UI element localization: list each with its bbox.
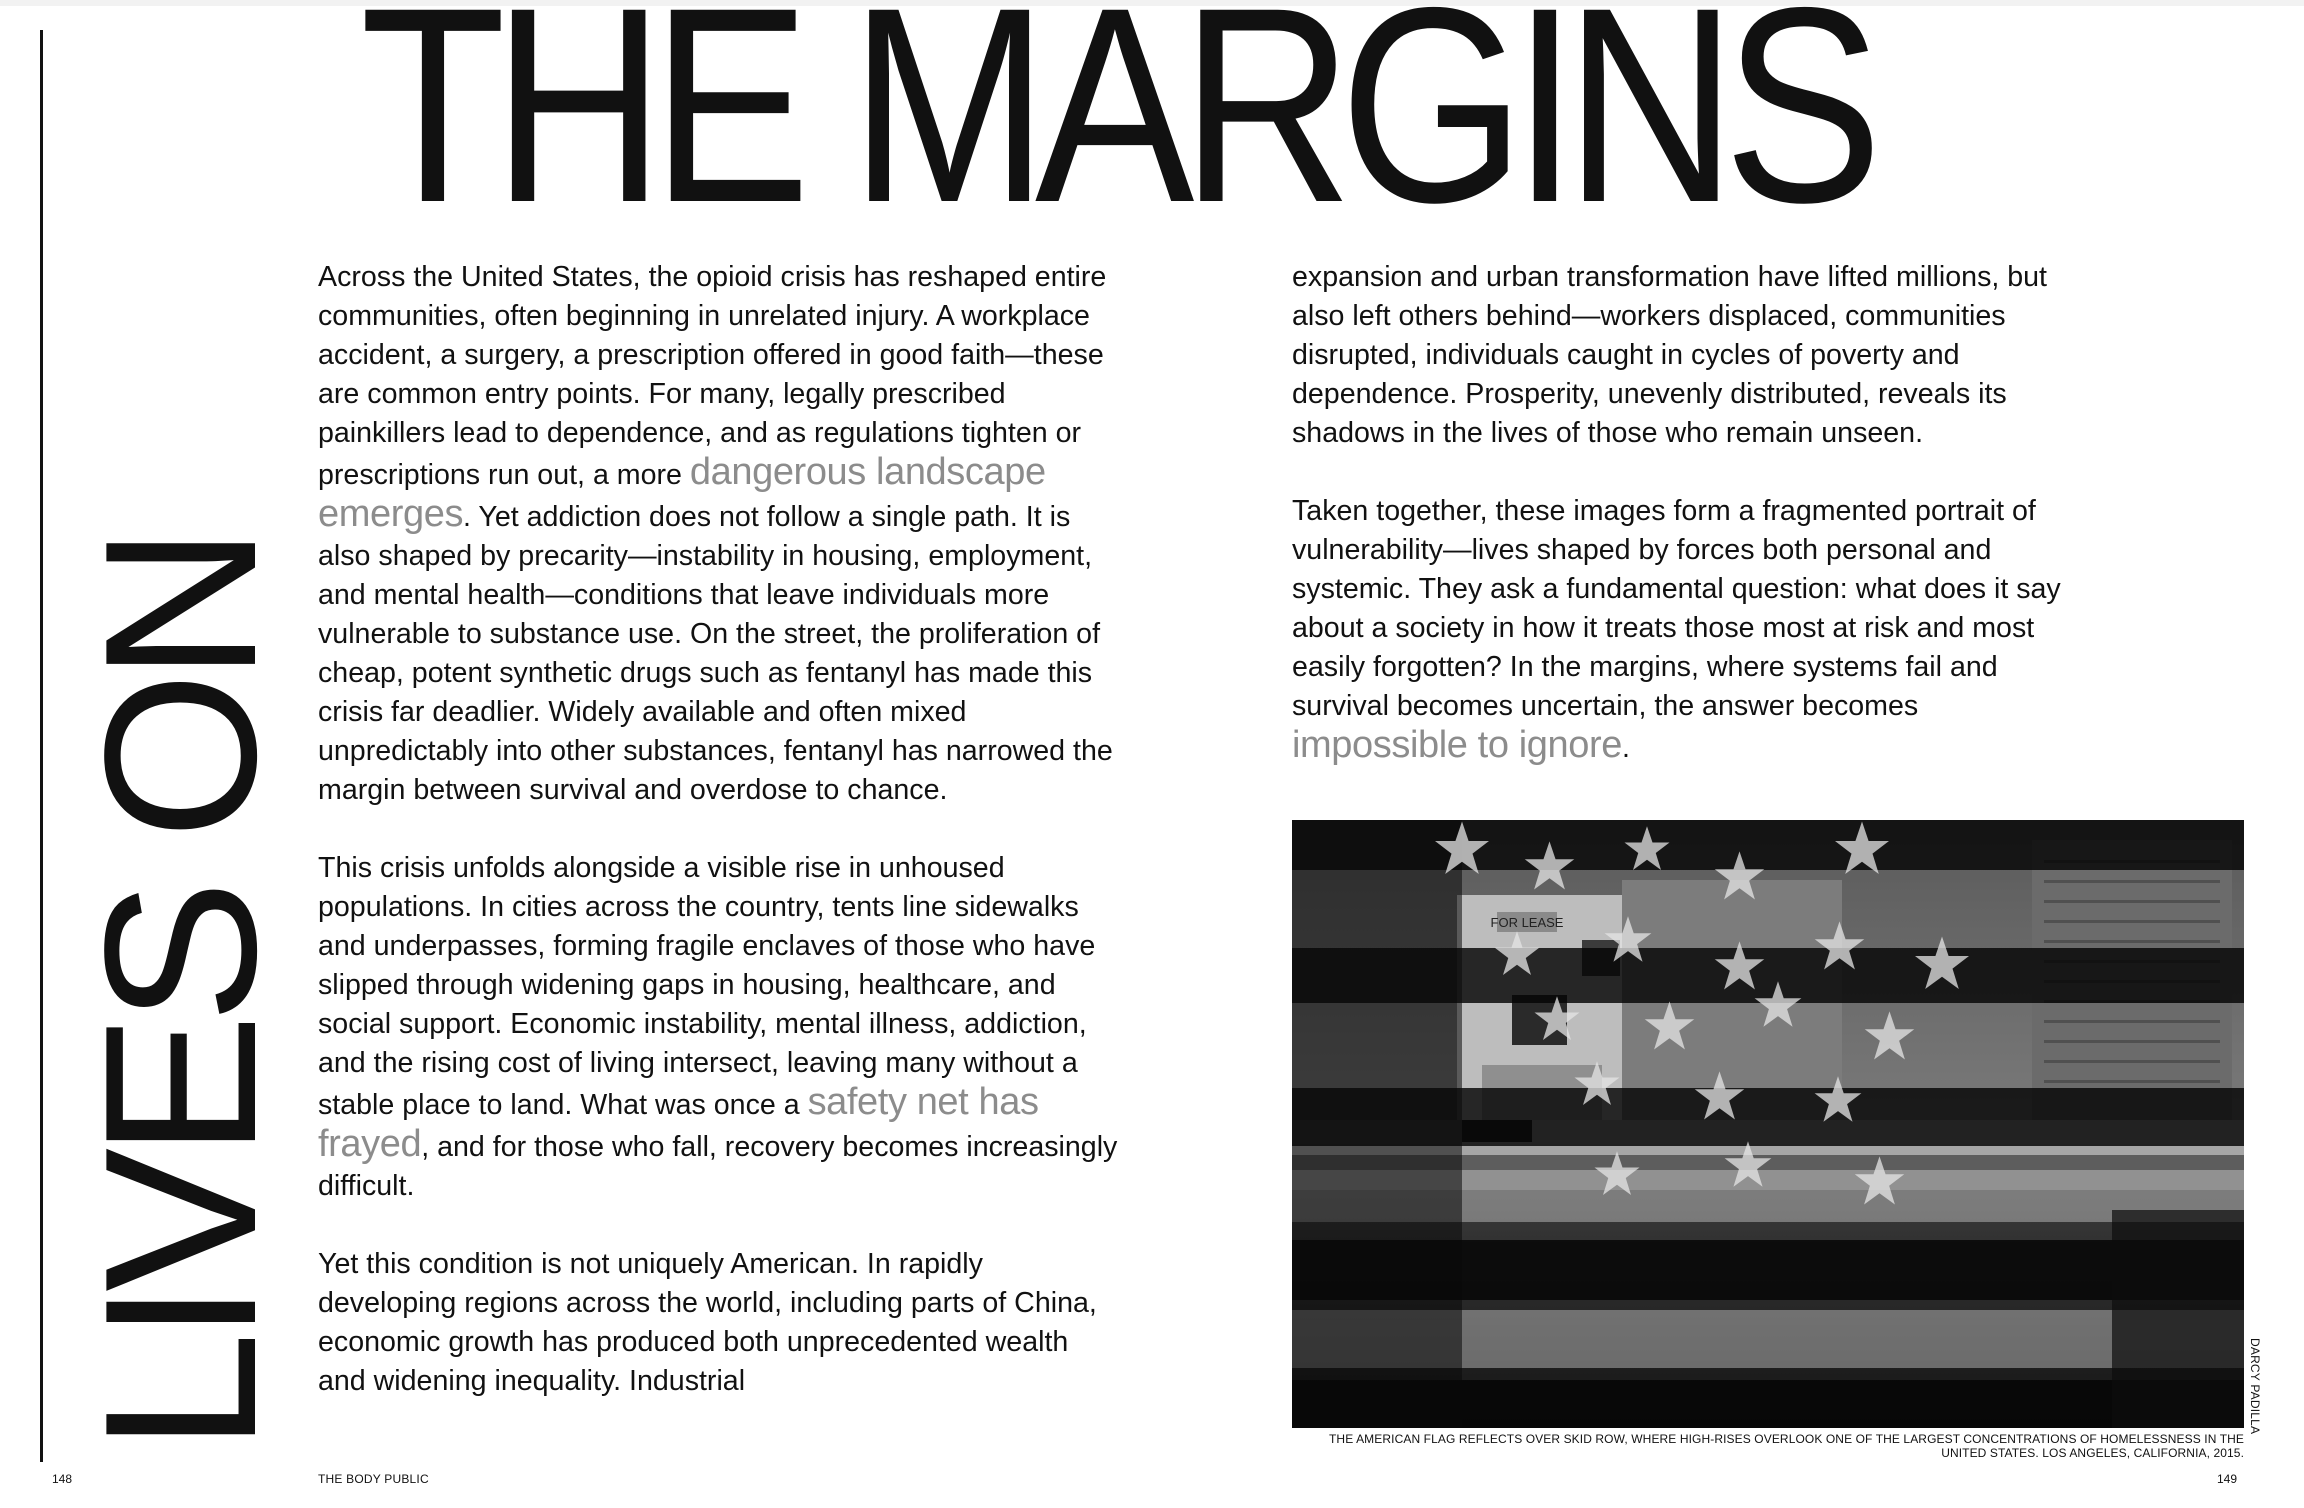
body-text: Yet this condition is not uniquely American. In rapidly developing regions across the world, including parts of China, economic growth has produced both unprecedented wealth and widening inequality. Industrial bbox=[318, 1248, 1097, 1397]
body-text: Across the United States, the opioid crisis has reshaped entire communities, often beginning in unrelated injury. A workplace accident, a surgery, a prescription offered in good faith—these are common entry points. For many, legally prescribed painkillers lead to dependence, and as regulations tighten or prescriptions run out, a more bbox=[318, 261, 1107, 491]
building-sign: FOR LEASE bbox=[1490, 915, 1564, 930]
photo-flag-skid-row bbox=[1292, 820, 2244, 1428]
body-text: , and for those who fall, recovery becomes increasingly difficult. bbox=[318, 1131, 1118, 1202]
photo-caption: THE AMERICAN FLAG REFLECTS OVER SKID ROW, WHERE HIGH-RISES OVERLOOK ONE OF THE LARGEST CONCENTRATIONS OF HOMELESSNESS IN THE UNITED STATES. LOS ANGELES, CALIFORNIA, 2015. bbox=[1329, 1432, 2244, 1460]
highlight-phrase: safety net has frayed bbox=[318, 1081, 1039, 1165]
running-title: THE BODY PUBLIC bbox=[318, 1472, 429, 1486]
headline-the-margins: THE MARGINS bbox=[360, 0, 1870, 260]
body-paragraph bbox=[1292, 492, 2092, 768]
page-number-right: 149 bbox=[2217, 1472, 2238, 1486]
vertical-rule bbox=[40, 30, 43, 1462]
page-number-left: 148 bbox=[52, 1472, 73, 1486]
body-text: expansion and urban transformation have lifted millions, but also left others behind—workers displaced, communities disrupted, individuals caught in cycles of poverty and dependence. Prosperity, unevenly distributed, reveals its shadows in the lives of those who remain unseen. bbox=[1292, 261, 2047, 449]
body-text: This crisis unfolds alongside a visible rise in unhoused populations. In cities across the country, tents line sidewalks and underpasses, forming fragile enclaves of those who have slipped through widening gaps in housing, healthcare, and social support. Economic instability, mental illness, addiction, and the rising cost of living intersect, leaving many without a stable place to land. What was once a bbox=[318, 852, 1096, 1121]
photo-credit: DARCY PADILLA bbox=[2248, 1338, 2262, 1435]
left-text-column bbox=[318, 258, 1123, 1440]
right-text-column bbox=[1292, 258, 2092, 807]
body-text: Taken together, these images form a fragmented portrait of vulnerability—lives shaped by forces both personal and systemic. They ask a fundamental question: what does it say about a society in how it treats those most at risk and most easily forgotten? In the margins, where systems fail and survival becomes uncertain, the answer becomes bbox=[1292, 495, 2061, 722]
body-text: . Yet addiction does not follow a single path. It is also shaped by precarity—instability in housing, employment, and mental health—conditions that leave individuals more vulnerable to substance use. On the street, the proliferation of cheap, potent synthetic drugs such as fentanyl has made this crisis far deadlier. Widely available and often mixed unpredictably into other substances, fentanyl has narrowed the margin between survival and overdose to chance. bbox=[318, 501, 1113, 806]
body-paragraph bbox=[1292, 258, 2092, 453]
body-text: . bbox=[1621, 732, 1630, 764]
highlight-phrase: impossible to ignore bbox=[1292, 724, 1622, 766]
headline-lives-on: LIVES ON bbox=[59, 535, 301, 1452]
body-paragraph bbox=[318, 1245, 1123, 1401]
body-paragraph bbox=[318, 258, 1123, 810]
highlight-phrase: dangerous landscape emerges bbox=[318, 451, 1046, 535]
body-paragraph bbox=[318, 849, 1123, 1206]
